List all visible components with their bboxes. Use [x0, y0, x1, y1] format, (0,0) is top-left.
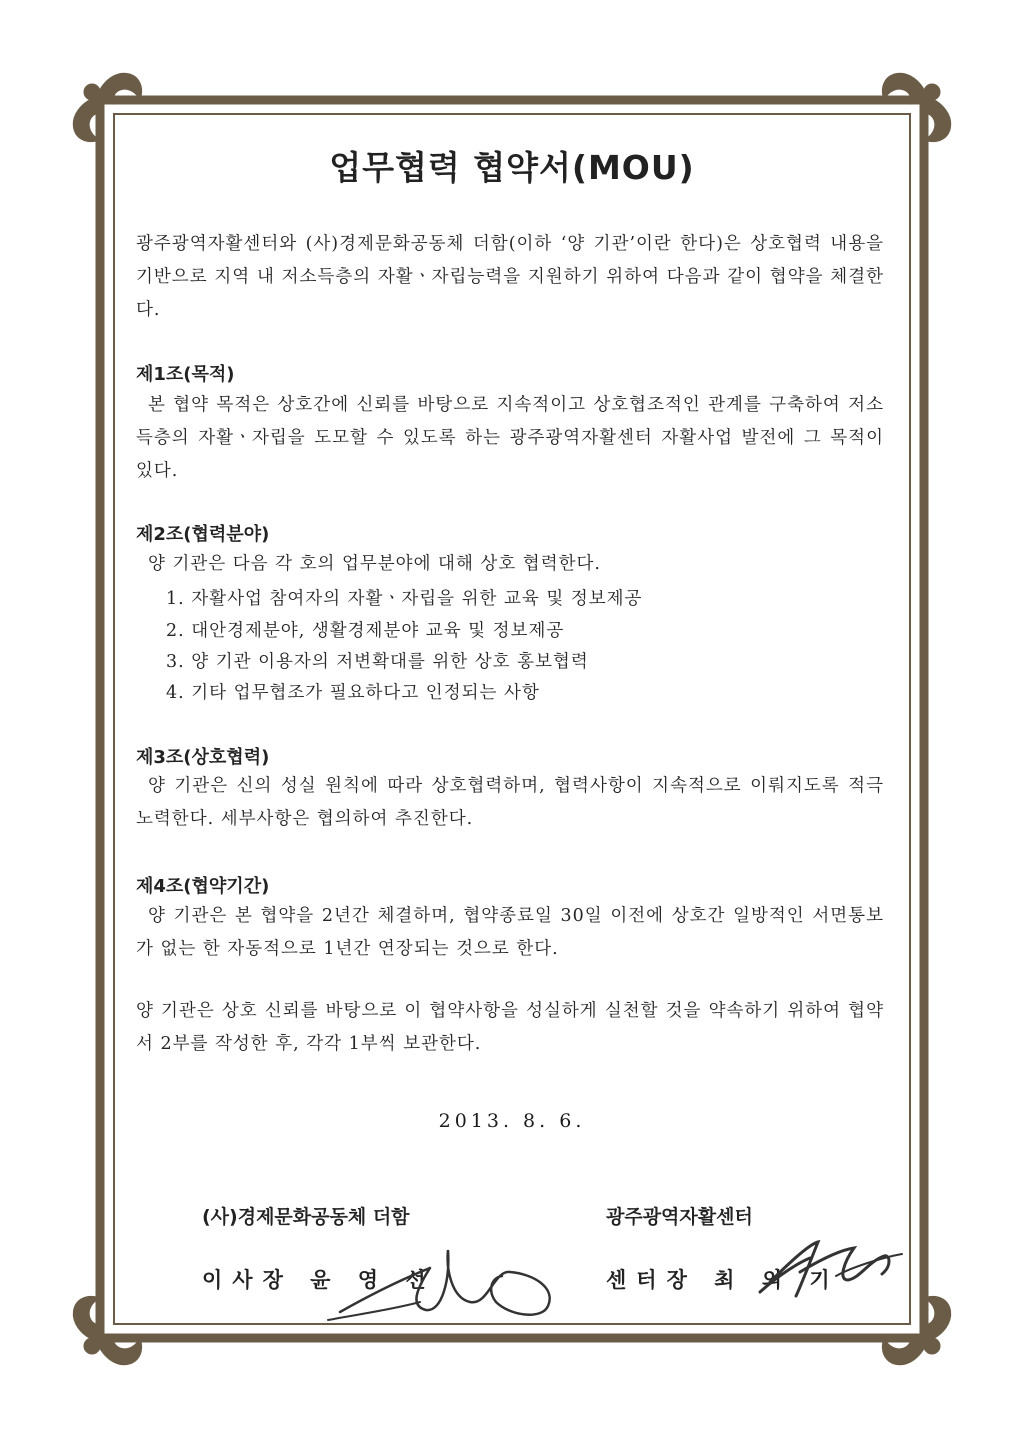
article-3-heading: 제3조(상호협력)	[136, 747, 270, 768]
article-1-heading: 제1조(목적)	[136, 364, 235, 385]
left-signatory-name: 이사장 윤 영 선	[202, 1268, 436, 1292]
signing-date: 2013. 8. 6.	[438, 1110, 586, 1132]
right-signatory-name: 센터장 최 의 기	[606, 1268, 840, 1292]
signature-right-icon	[740, 1232, 910, 1312]
closing-paragraph: 양 기관은 상호 신뢰를 바탕으로 이 협약사항을 성실하게 실천할 것을 약속하기 위하여 협약서 2부를 작성한 후, 각각 1부씩 보관한다.	[136, 1001, 884, 1054]
article-2-item: 1. 자활사업 참여자의 자활ㆍ자립을 위한 교육 및 정보제공	[166, 589, 643, 609]
signature-left-icon	[320, 1240, 570, 1330]
document-title: 업무협력 협약서(MOU)	[329, 148, 695, 187]
article-2-item: 3. 양 기관 이용자의 저변확대를 위한 상호 홍보협력	[166, 652, 589, 672]
article-2-item: 4. 기타 업무협조가 필요하다고 인정되는 사항	[166, 683, 540, 703]
right-signatory-organization: 광주광역자활센터	[606, 1206, 753, 1228]
article-4-heading: 제4조(협약기간)	[136, 876, 270, 897]
article-1-text: 본 협약 목적은 상호간에 신뢰를 바탕으로 지속적이고 상호협조적인 관계를 구축하여 저소득층의 자활ㆍ자립을 도모할 수 있도록 하는 광주광역자활센터 자활사업 발전에 그 목적이 있다.	[136, 395, 884, 481]
article-4-text: 양 기관은 본 협약을 2년간 체결하며, 협약종료일 30일 이전에 상호간 일방적인 서면통보가 없는 한 자동적으로 1년간 연장되는 것으로 한다.	[136, 906, 884, 959]
article-3-text: 양 기관은 신의 성실 원칙에 따라 상호협력하며, 협력사항이 지속적으로 이뤄지도록 적극 노력한다. 세부사항은 협의하여 추진한다.	[136, 776, 884, 829]
corner-ornament-icon	[73, 1296, 141, 1364]
article-2-heading: 제2조(협력분야)	[136, 524, 270, 545]
corner-ornament-icon	[73, 73, 141, 141]
article-2-item: 2. 대안경제분야, 생활경제분야 교육 및 정보제공	[166, 621, 565, 641]
intro-paragraph: 광주광역자활센터와 (사)경제문화공동체 더함(이하 ‘양 기관’이란 한다)은 상호협력 내용을 기반으로 지역 내 저소득층의 자활ㆍ자립능력을 지원하기 위하여 다음과 같이 협약을 체결한다.	[136, 234, 884, 320]
left-signatory-organization: (사)경제문화공동체 더함	[202, 1206, 410, 1228]
article-2-text: 양 기관은 다음 각 호의 업무분야에 대해 상호 협력한다.	[148, 554, 601, 574]
corner-ornament-icon	[882, 73, 950, 141]
